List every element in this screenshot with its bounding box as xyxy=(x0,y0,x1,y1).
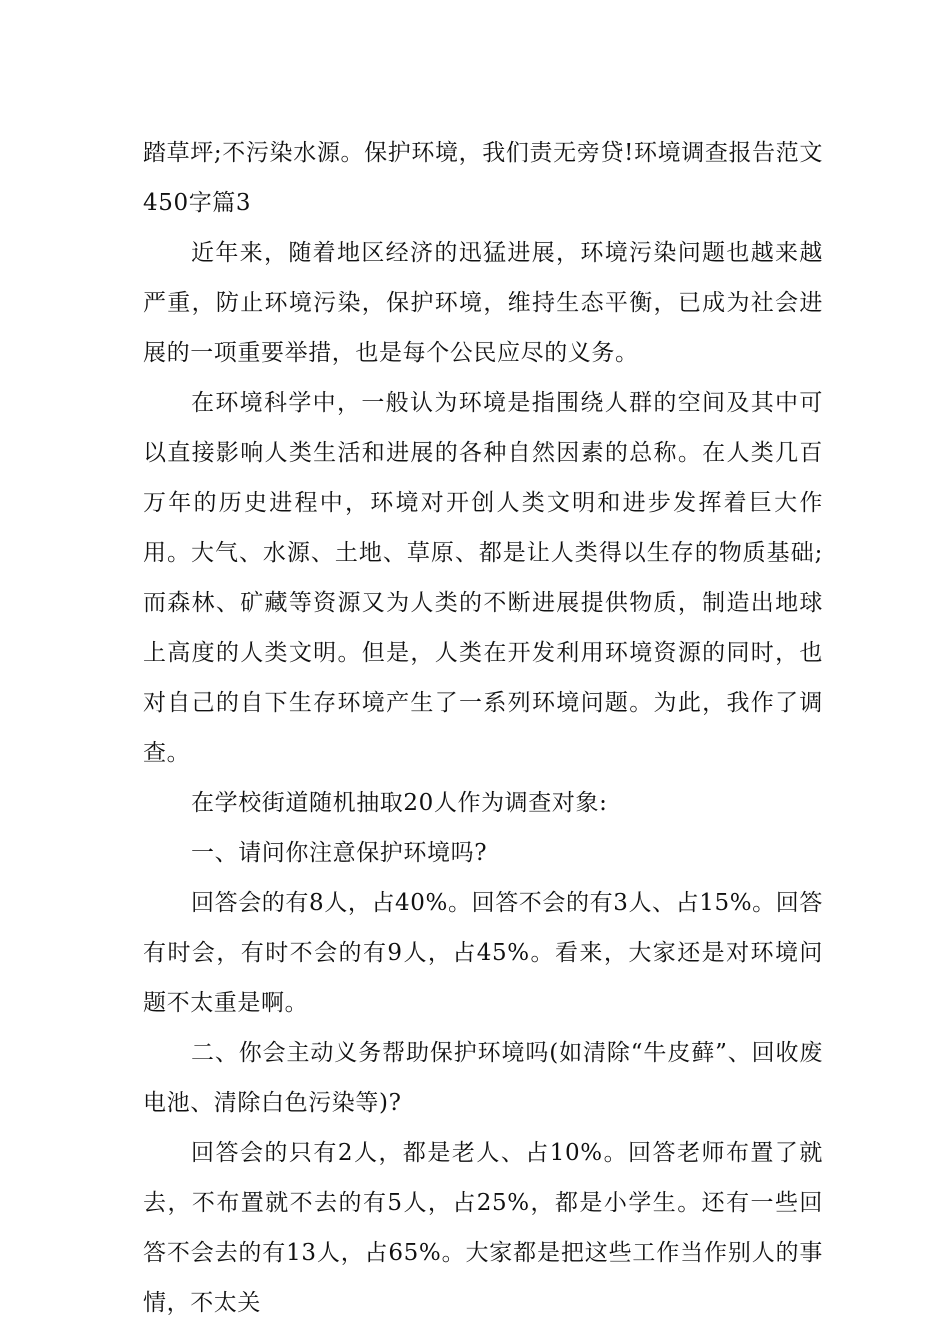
document-body xyxy=(143,128,823,1328)
question-two: 二、你会主动义务帮助保护环境吗(如清除“牛皮藓”、回收废电池、清除白色污染等)? xyxy=(143,1040,823,1116)
paragraph-intro: 近年来，随着地区经济的迅猛进展，环境污染问题也越来越严重，防止环境污染，保护环境，维持生态平衡，已成为社会进展的一项重要举措，也是每个公民应尽的义务。 xyxy=(143,240,823,366)
paragraph-environment-science: 在环境科学中，一般认为环境是指围绕人群的空间及其中可以直接影响人类生活和进展的各种自然因素的总称。在人类几百万年的历史进程中，环境对开创人类文明和进步发挥着巨大作用。大气、水源、土地、草原、都是让人类得以生存的物质基础;而森林、矿藏等资源又为人类的不断进展提供物质，制造出地球上高度的人类文明。但是，人类在开发利用环境资源的同时，也对自己的自下生存环境产生了一系列环境问题。为此，我作了调查。 xyxy=(143,390,823,766)
answer-two: 回答会的只有2人，都是老人、占10%。回答老师布置了就去，不布置就不去的有5人，占25%，都是小学生。还有一些回答不会去的有13人，占65%。大家都是把这些工作当作别人的事情，不太关 xyxy=(143,1140,823,1316)
question-one: 一、请问你注意保护环境吗? xyxy=(191,840,488,866)
paragraph-survey-sample: 在学校街道随机抽取20人作为调查对象: xyxy=(191,790,608,816)
paragraph-continuation: 踏草坪;不污染水源。保护环境，我们责无旁贷!环境调查报告范文450字篇3 xyxy=(143,140,823,216)
answer-one: 回答会的有8人，占40%。回答不会的有3人、占15%。回答有时会，有时不会的有9人，占45%。看来，大家还是对环境问题不太重是啊。 xyxy=(143,890,823,1016)
